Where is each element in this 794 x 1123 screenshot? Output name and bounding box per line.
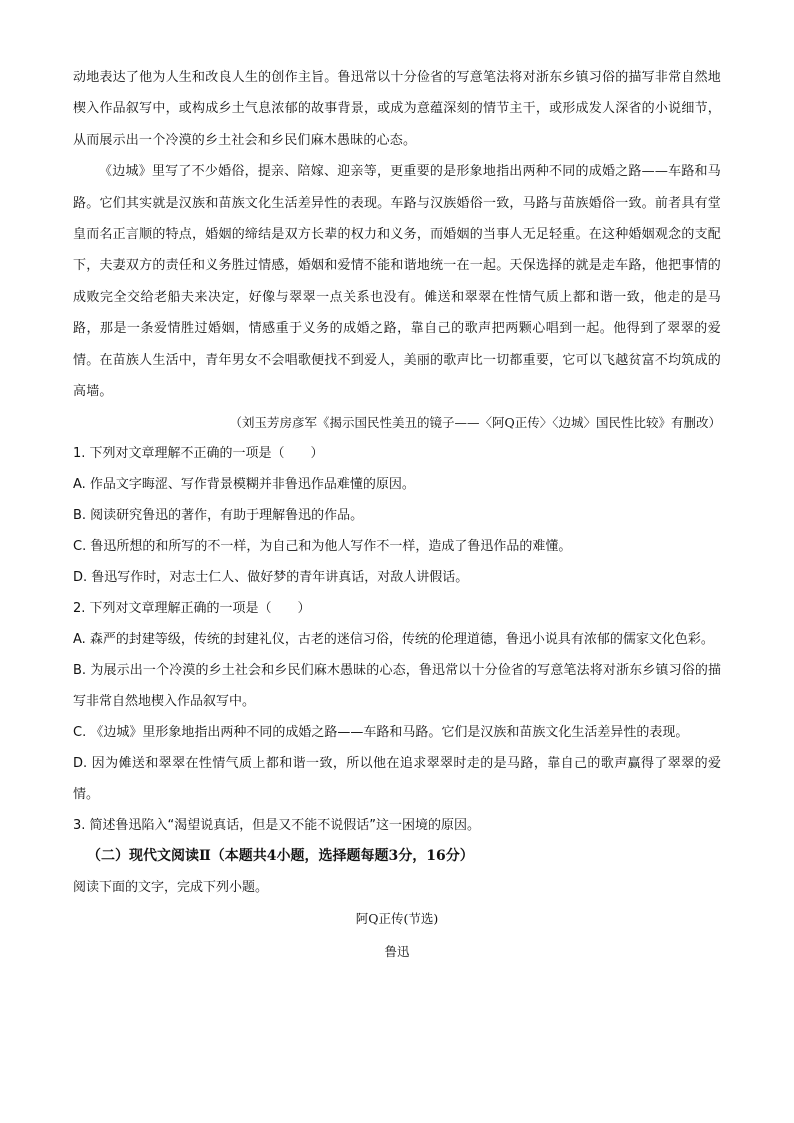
passage-paragraph-2: 《边城》里写了不少婚俗，提亲、陪嫁、迎亲等，更重要的是形象地指出两种不同的成婚之路——车路和马路。它们其实就是汉族和苗族文化生活差异性的表现。车路与汉族婚俗一致，马路与苗族婚俗一致。前者具有堂皇而名正言顺的特点，婚姻的缔结是双方长辈的权力和义务，而婚姻的当事人无足轻重。在这种婚姻观念的支配下，夫妻双方的责任和义务胜过情感，婚姻和爱情不能和谐地统一在一起。天保选择的就是走车路，他把事情的成败完全交给老船夫来决定，好像与翠翠一点关系也没有。傩送和翠翠在性情气质上都和谐一致，他走的是马路，那是一条爱情胜过婚姻，情感重于义务的成婚之路，靠自己的歌声把两颗心唱到一起。他得到了翠翠的爱情。在苗族人生活中，青年男女不会唱歌便找不到爱人，美丽的歌声比一切都重要，它可以飞越贫富不均筑成的高墙。 [73, 164, 721, 400]
question-2-option-c: C. 《边城》里形象地指出两种不同的成婚之路——车路和马路。它们是汉族和苗族文化生活差异性的表现。 [73, 725, 689, 741]
question-1-option-d: D. 鲁迅写作时，对志士仁人、做好梦的青年讲真话，对敌人讲假话。 [73, 570, 469, 586]
question-2-option-b: B. 为展示出一个冷漠的乡土社会和乡民们麻木愚昧的心态，鲁迅常以十分俭省的写意笔法将对浙东乡镇习俗的描写非常自然地楔入作品叙写中。 [73, 663, 721, 710]
question-2-option-d: D. 因为傩送和翠翠在性情气质上都和谐一致，所以他在追求翠翠时走的是马路，靠自己的歌声赢得了翠翠的爱情。 [73, 756, 721, 803]
question-1-option-c: C. 鲁迅所想的和所写的不一样，为自己和为他人写作不一样，造成了鲁迅作品的难懂。 [73, 539, 572, 555]
passage-paragraph-1: 动地表达了他为人生和改良人生的创作主旨。鲁迅常以十分俭省的写意笔法将对浙东乡镇习俗的描写非常自然地楔入作品叙写中，或构成乡土气息浓郁的故事背景，或成为意蕴深刻的情节主干，或形成发人深省的小说细节，从而展示出一个冷漠的乡土社会和乡民们麻木愚昧的心态。 [73, 70, 721, 148]
reading-passage [73, 62, 721, 407]
section-instruction: 阅读下面的文字，完成下列小题。 [73, 880, 269, 896]
question-1 [73, 438, 721, 593]
excerpt-author: 鲁迅 [384, 944, 410, 960]
question-2 [73, 593, 721, 810]
exam-page [73, 62, 721, 967]
excerpt-title: 阿Q正传(节选) [355, 911, 439, 927]
question-1-option-b: B. 阅读研究鲁迅的著作，有助于理解鲁迅的作品。 [73, 508, 364, 524]
question-2-stem: 2. 下列对文章理解正确的一项是（ ） [73, 601, 311, 617]
question-2-option-a: A. 森严的封建等级，传统的封建礼仪，古老的迷信习俗，传统的伦理道德，鲁迅小说具有浓郁的儒家文化色彩。 [73, 632, 714, 648]
question-3-stem: 3. 简述鲁迅陷入“渴望说真话，但是又不能不说假话”这一困境的原因。 [73, 818, 481, 834]
passage-citation: （刘玉芳房彦军《揭示国民性美丑的镜子——〈阿Q正传〉〈边城〉国民性比较》有删改） [229, 415, 721, 431]
question-1-stem: 1. 下列对文章理解不正确的一项是（ ） [73, 446, 324, 462]
question-1-option-a: A. 作品文字晦涩、写作背景模糊并非鲁迅作品难懂的原因。 [73, 477, 415, 493]
section-heading: （二）现代文阅读Ⅱ（本题共4小题，选择题每题3分，16分） [87, 848, 474, 865]
